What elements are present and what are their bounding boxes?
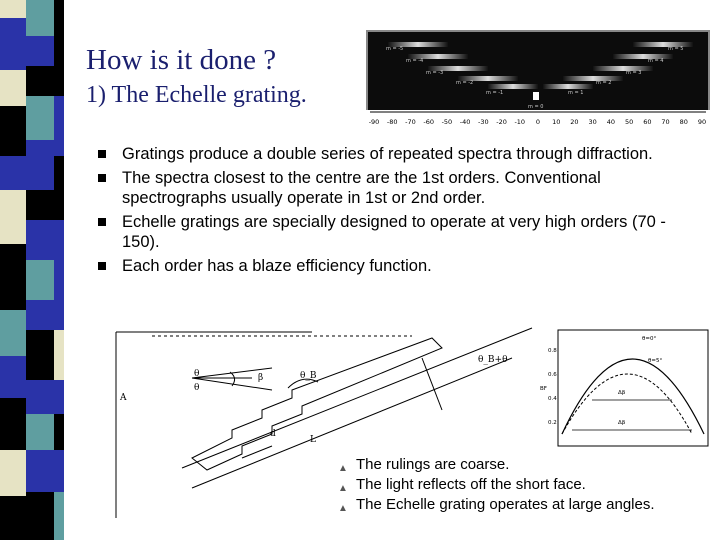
axis-tick-label: 90 [697,118,707,126]
order-label: m = 3 [626,70,642,76]
ytick-label: 0.8 [548,348,557,354]
axis-tick-label: -50 [441,118,453,126]
bullet-marker-icon [98,218,106,226]
diagram-label: θ [194,369,200,379]
bullet-item: The spectra closest to the centre are the 1st orders. Conventional spectrographs usually operate in 1st or 2nd order. [98,168,688,208]
axis-tick-label: 20 [570,118,579,126]
arrow-bullet-icon: ▲ [338,463,348,474]
order-label: m = 5 [668,46,684,52]
diagram-label: A [120,393,127,403]
diagram-label: β [258,373,264,383]
bullet-marker-icon [98,174,106,182]
decorative-stripe [0,0,70,540]
note-item: ▲ The Echelle grating operates at large angles. [336,495,655,515]
ytick-label: 0.4 [548,396,557,402]
order-label: m = 4 [648,58,664,64]
axis-tick-label: 0 [535,118,541,126]
axis-tick-label: -90 [368,118,380,126]
order-label: m = -2 [456,80,474,86]
bullet-item: Gratings produce a double series of repeated spectra through diffraction. [98,144,688,164]
bullet-marker-icon [98,150,106,158]
axis-tick-label: 50 [624,118,634,126]
note-item: ▲ The light reflects off the short face. [336,475,655,495]
ytick-label: 0.2 [548,420,557,426]
annotation-label: Δβ [618,420,626,426]
arrow-bullet-icon: ▲ [338,503,348,514]
order-label: m = -1 [486,90,504,96]
axis-tick-label: -70 [405,118,416,126]
axis-tick-label: -40 [459,118,471,126]
note-item: ▲ The rulings are coarse. [336,455,655,475]
arrow-bullet-icon: ▲ [338,483,348,494]
curve-label: θ=5° [648,358,663,364]
page-title: How is it done ? [86,44,277,76]
notes-list [336,455,655,515]
axis-tick-label: -20 [496,118,507,126]
axis-tick-label: -10 [514,118,526,126]
page-subtitle: 1) The Echelle grating. [86,82,307,108]
diagram-label: θ_B+θ [478,355,508,365]
diagram-label: L [310,435,316,445]
order-label: m = 0 [528,104,544,110]
bullet-list [98,144,688,276]
diagram-label: θ_B [300,371,317,381]
order-label: m = -3 [426,70,444,76]
bullet-item: Echelle gratings are specially designed to operate at very high orders (70 - 150). [98,212,688,252]
axis-tick-label: 30 [588,118,597,126]
axis-tick-label: 60 [643,118,652,126]
diagram-label: d [270,429,276,439]
bullet-marker-icon [98,262,106,270]
diagram-label: θ [194,383,200,393]
axis-tick-label: -60 [423,118,434,126]
order-label: m = 1 [568,90,584,96]
axis-tick-label: -30 [478,118,489,126]
y-axis-label: BF [540,386,547,392]
spectrum-axis [366,110,710,130]
spectrum-orders [368,32,708,112]
axis-tick-label: 40 [606,118,616,126]
axis-tick-label: 80 [679,118,688,126]
axis-tick-label: 10 [552,118,561,126]
annotation-label: Δβ [618,390,626,396]
axis-tick-label: 70 [661,118,670,126]
axis-tick-label: -80 [386,118,398,126]
ytick-label: 0.6 [548,372,557,378]
bullet-item: Each order has a blaze efficiency function. [98,256,688,276]
blaze-efficiency-plot [532,324,714,454]
curve-label: θ=0° [642,336,657,342]
order-label: m = -5 [386,46,404,52]
order-label: m = 2 [596,80,612,86]
order-label: m = -4 [406,58,424,64]
